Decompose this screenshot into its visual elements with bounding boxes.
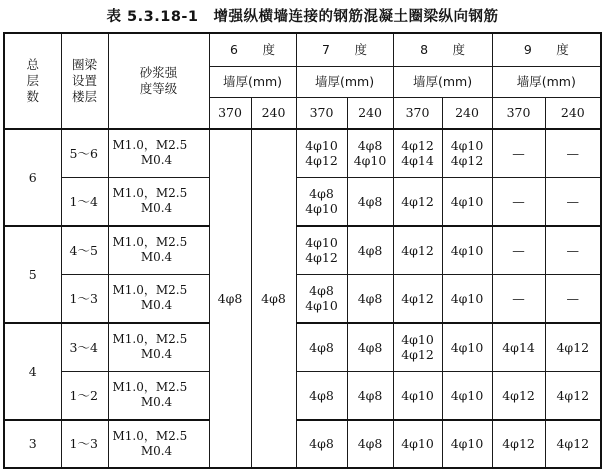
header-thickness-value: 370 bbox=[393, 98, 442, 129]
header-thickness-value: 370 bbox=[492, 98, 545, 129]
rebar-cell: — bbox=[492, 129, 545, 177]
mortar-grade-cell: M1.0，M2.5 M0.4 bbox=[108, 177, 209, 225]
rebar-cell: 4φ10 bbox=[393, 371, 442, 419]
table-row bbox=[4, 129, 601, 177]
rebar-cell: 4φ8 bbox=[296, 323, 347, 371]
rebar-cell: — bbox=[545, 129, 601, 177]
rebar-cell: 4φ10 bbox=[442, 371, 492, 419]
rebar-cell: 4φ8 bbox=[296, 420, 347, 469]
header-wall-thickness: 墙厚(mm) bbox=[296, 66, 393, 97]
table-row bbox=[4, 274, 601, 322]
ring-beam-floor-cell: 1～3 bbox=[61, 274, 108, 322]
rebar-cell: 4φ12 4φ14 bbox=[393, 129, 442, 177]
ring-beam-floor-cell: 1～4 bbox=[61, 177, 108, 225]
mortar-grade-cell: M1.0，M2.5 M0.4 bbox=[108, 226, 209, 274]
header-thickness-value: 370 bbox=[209, 98, 251, 129]
mortar-grade-cell: M1.0，M2.5 M0.4 bbox=[108, 274, 209, 322]
rebar-cell: 4φ10 bbox=[442, 323, 492, 371]
rebar-cell: 4φ12 bbox=[393, 274, 442, 322]
mortar-grade-cell: M1.0，M2.5 M0.4 bbox=[108, 129, 209, 177]
table-row bbox=[4, 177, 601, 225]
rebar-cell: 4φ8 bbox=[347, 371, 393, 419]
rebar-cell: 4φ10 bbox=[442, 226, 492, 274]
rebar-cell: 4φ12 bbox=[393, 226, 442, 274]
header-6-degree: 6 度 bbox=[209, 33, 296, 66]
rebar-cell: 4φ12 bbox=[492, 371, 545, 419]
header-8-degree: 8 度 bbox=[393, 33, 492, 66]
rebar-table bbox=[3, 32, 602, 469]
total-floors-cell: 6 bbox=[4, 129, 61, 226]
ring-beam-floor-cell: 4～5 bbox=[61, 226, 108, 274]
six-degree-cell: 4φ8 bbox=[209, 129, 251, 468]
header-wall-thickness: 墙厚(mm) bbox=[492, 66, 601, 97]
rebar-cell: 4φ10 4φ12 bbox=[442, 129, 492, 177]
mortar-grade-cell: M1.0，M2.5 M0.4 bbox=[108, 420, 209, 469]
rebar-cell: 4φ10 bbox=[393, 420, 442, 469]
header-wall-thickness: 墙厚(mm) bbox=[393, 66, 492, 97]
rebar-cell: 4φ10 4φ12 bbox=[393, 323, 442, 371]
rebar-cell: 4φ12 bbox=[545, 420, 601, 469]
rebar-cell: 4φ8 4φ10 bbox=[296, 274, 347, 322]
total-floors-cell: 5 bbox=[4, 226, 61, 323]
table-row bbox=[4, 420, 601, 469]
rebar-cell: — bbox=[545, 177, 601, 225]
ring-beam-floor-cell: 1～3 bbox=[61, 420, 108, 469]
rebar-cell: 4φ8 bbox=[347, 274, 393, 322]
rebar-cell: 4φ12 bbox=[393, 177, 442, 225]
header-mortar-grade: 砂浆强 度等级 bbox=[108, 33, 209, 129]
table-title: 表 5.3.18-1 增强纵横墙连接的钢筋混凝土圈梁纵向钢筋 bbox=[106, 9, 499, 25]
header-thickness-value: 370 bbox=[296, 98, 347, 129]
table-row bbox=[4, 323, 601, 371]
rebar-cell: 4φ8 bbox=[296, 371, 347, 419]
table-body bbox=[4, 129, 601, 468]
rebar-cell: 4φ14 bbox=[492, 323, 545, 371]
table-row bbox=[4, 226, 601, 274]
header-9-degree: 9 度 bbox=[492, 33, 601, 66]
header-7-degree: 7 度 bbox=[296, 33, 393, 66]
rebar-cell: 4φ10 bbox=[442, 177, 492, 225]
header-total-floors: 总 层 数 bbox=[4, 33, 61, 129]
header-thickness-value: 240 bbox=[545, 98, 601, 129]
ring-beam-floor-cell: 3～4 bbox=[61, 323, 108, 371]
mortar-grade-cell: M1.0，M2.5 M0.4 bbox=[108, 371, 209, 419]
rebar-cell: — bbox=[545, 274, 601, 322]
rebar-cell: — bbox=[545, 226, 601, 274]
ring-beam-floor-cell: 1～2 bbox=[61, 371, 108, 419]
rebar-cell: — bbox=[492, 226, 545, 274]
header-thickness-value: 240 bbox=[251, 98, 296, 129]
table-row bbox=[4, 371, 601, 419]
header-thickness-value: 240 bbox=[347, 98, 393, 129]
rebar-cell: 4φ10 4φ12 bbox=[296, 226, 347, 274]
rebar-cell: — bbox=[492, 177, 545, 225]
rebar-cell: 4φ12 bbox=[492, 420, 545, 469]
rebar-cell: 4φ10 4φ12 bbox=[296, 129, 347, 177]
rebar-cell: 4φ10 bbox=[442, 420, 492, 469]
header-wall-thickness: 墙厚(mm) bbox=[209, 66, 296, 97]
rebar-cell: 4φ8 4φ10 bbox=[296, 177, 347, 225]
total-floors-cell: 3 bbox=[4, 420, 61, 469]
ring-beam-floor-cell: 5～6 bbox=[61, 129, 108, 177]
mortar-grade-cell: M1.0，M2.5 M0.4 bbox=[108, 323, 209, 371]
rebar-cell: 4φ8 bbox=[347, 420, 393, 469]
header-thickness-value: 240 bbox=[442, 98, 492, 129]
total-floors-cell: 4 bbox=[4, 323, 61, 420]
six-degree-cell: 4φ8 bbox=[251, 129, 296, 468]
rebar-cell: — bbox=[492, 274, 545, 322]
rebar-cell: 4φ12 bbox=[545, 371, 601, 419]
header-ring-beam-floors: 圈梁 设置 楼层 bbox=[61, 33, 108, 129]
rebar-cell: 4φ8 bbox=[347, 226, 393, 274]
rebar-cell: 4φ12 bbox=[545, 323, 601, 371]
rebar-cell: 4φ8 bbox=[347, 323, 393, 371]
rebar-cell: 4φ8 bbox=[347, 177, 393, 225]
rebar-cell: 4φ10 bbox=[442, 274, 492, 322]
rebar-cell: 4φ8 4φ10 bbox=[347, 129, 393, 177]
